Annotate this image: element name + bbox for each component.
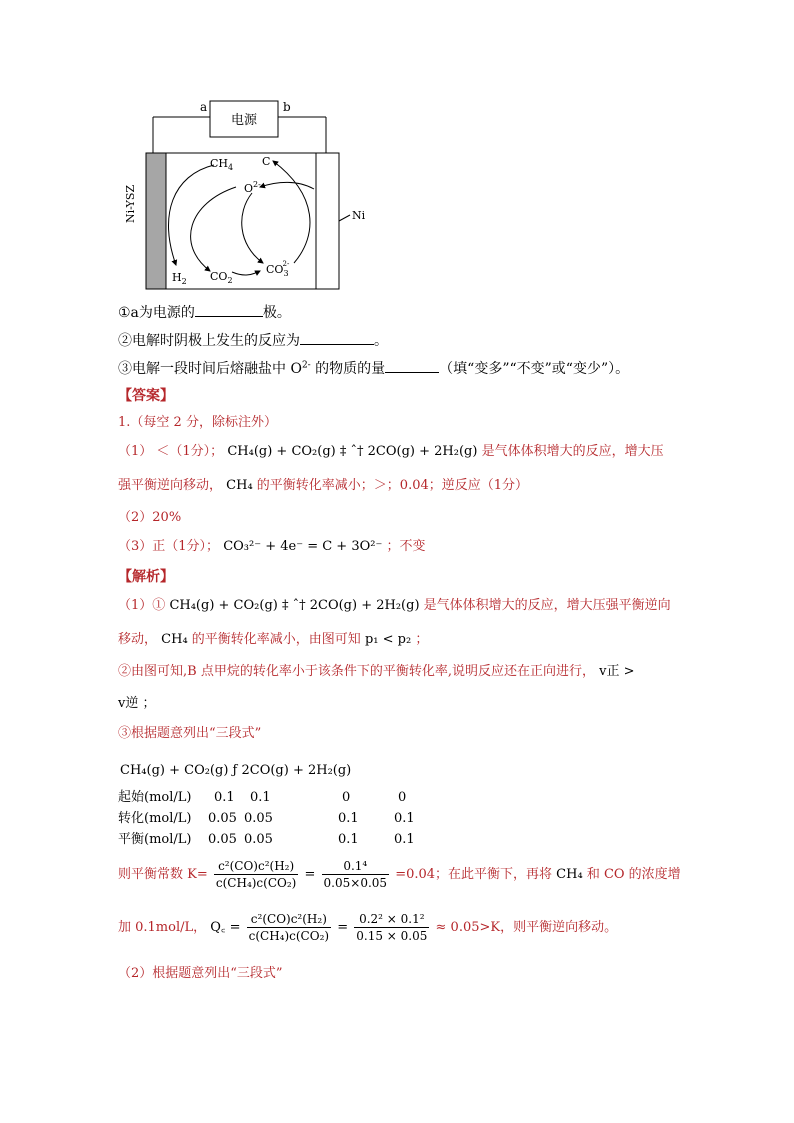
answer-blank-2[interactable] — [300, 331, 374, 345]
question-3-text: ③电解一段时间后熔融盐中 O — [118, 361, 302, 377]
terminal-a-label: a — [200, 100, 208, 114]
table-row: 转化(mol/L) 0.05 0.05 0.1 0.1 — [118, 811, 415, 826]
answer-line-2: 强平衡逆向移动， CH₄ 的平衡转化率减小；＞；0.04；逆反应（1分） — [118, 478, 529, 493]
analysis-line-2: 移动， CH₄ 的平衡转化率减小，由图可知 p₁ < p₂ ； — [118, 632, 429, 647]
equation: CO₃²⁻ + 4e⁻ = C + 3O²⁻ — [223, 539, 383, 554]
fraction: $\frac{\text{c²(CO)c²(H₂)}}{\text{c(CH₄)c(CO₂)}}$ — [215, 859, 297, 890]
fraction: $\frac{\text{c²(CO)c²(H₂)}}{\text{c(CH₄)c(CO₂)}}$ — [248, 912, 330, 943]
answer-line-1: （1） ＜（1分）； CH₄(g) + CO₂(g) ‡ ˆ† 2CO(g) + 2H₂(g) 是气体体积增大的反应，增大压 — [118, 444, 664, 459]
three-stage-table — [118, 790, 438, 853]
question-2-end: 。 — [374, 333, 388, 349]
ni-ysz-electrode — [146, 153, 166, 289]
power-source-label: 电源 — [230, 113, 258, 128]
answer-line-4: （3）正（1分）； CO₃²⁻ + 4e⁻ = C + 3O²⁻ ；不变 — [118, 539, 426, 554]
ni-ysz-label: Ni-YSZ — [124, 184, 137, 223]
equilibrium-constant-line: 则平衡常数 K= $\frac{\text{c²(CO)c²(H₂)}}{\text{c(CH₄)c(CO₂)}}$ = $\frac{\text{0.1⁴}}{0.05\times 0.05}$ =0.04；在此平衡下，再将 CH₄ 和 CO 的浓度增 — [118, 859, 681, 890]
answer-blank-1[interactable] — [195, 303, 263, 317]
equation: CH₄(g) + CO₂(g) ‡ ˆ† 2CO(g) + 2H₂(g) — [169, 598, 420, 613]
three-stage-equation: CH₄(g) + CO₂(g) ƒ 2CO(g) + 2H₂(g) — [120, 763, 352, 778]
question-2-text: ②电解时阴极上发生的反应为 — [118, 333, 300, 349]
table-row: 起始(mol/L) 0.1 0.1 0 0 — [118, 790, 407, 805]
ch4-label: $CH_4$ — [210, 157, 234, 172]
analysis-last-line: （2）根据题意列出“三段式” — [118, 966, 283, 981]
analysis-heading: 【解析】 — [118, 569, 174, 585]
question-1-text: ①a为电源的 — [118, 305, 195, 321]
answer-note: 1.（每空 2 分，除标注外） — [118, 415, 277, 430]
question-1 — [118, 303, 291, 322]
fraction: $\frac{\text{0.2² × 0.1²}}{0.15 \times 0.05}$ — [356, 912, 428, 943]
terminal-b-label: b — [283, 100, 291, 114]
answer-line-3: （2）20% — [118, 510, 182, 525]
electrolysis-diagram — [118, 95, 366, 295]
h2-label: $H_2$ — [172, 271, 187, 286]
co3-label: $CO_32-$ — [266, 260, 290, 278]
analysis-line-5: ③根据题意列出“三段式” — [118, 726, 262, 741]
answer-blank-3[interactable] — [385, 359, 439, 373]
question-1-end: 极。 — [262, 305, 291, 321]
equation: CH₄(g) + CO₂(g) ‡ ˆ† 2CO(g) + 2H₂(g) — [227, 444, 478, 459]
ni-electrode — [316, 153, 339, 289]
co2-label: $CO_2$ — [210, 270, 233, 285]
answer-heading: 【答案】 — [118, 388, 174, 404]
o2-label: $O^{2-}$ — [244, 180, 261, 195]
reaction-quotient-line: 加 0.1mol/L， Q꜀ = $\frac{\text{c²(CO)c²(H₂)}}{\text{c(CH₄)c(CO₂)}}$ = $\frac{\text{0.2² × 0.1²}}{0.15 \times 0.05}$ ≈ 0.05>K，则平衡逆向移动。 — [118, 912, 618, 943]
analysis-line-1: （1）① CH₄(g) + CO₂(g) ‡ ˆ† 2CO(g) + 2H₂(g) 是气体体积增大的反应，增大压强平衡逆向 — [118, 598, 671, 613]
question-3: ③电解一段时间后熔融盐中 $O^{2-}$ 的物质的量 （填“变多”“不变”或“变少”）。 — [118, 360, 630, 377]
question-2 — [118, 331, 388, 350]
ni-label: Ni — [352, 209, 366, 222]
fraction: $\frac{\text{0.1⁴}}{0.05\times 0.05}$ — [323, 859, 388, 890]
analysis-line-3: ②由图可知,B 点甲烷的转化率小于该条件下的平衡转化率,说明反应还在正向进行， v正 > — [118, 664, 635, 679]
table-row: 平衡(mol/L) 0.05 0.05 0.1 0.1 — [118, 832, 415, 847]
c-label: C — [262, 155, 271, 168]
analysis-line-4: v逆 ； — [118, 696, 156, 711]
